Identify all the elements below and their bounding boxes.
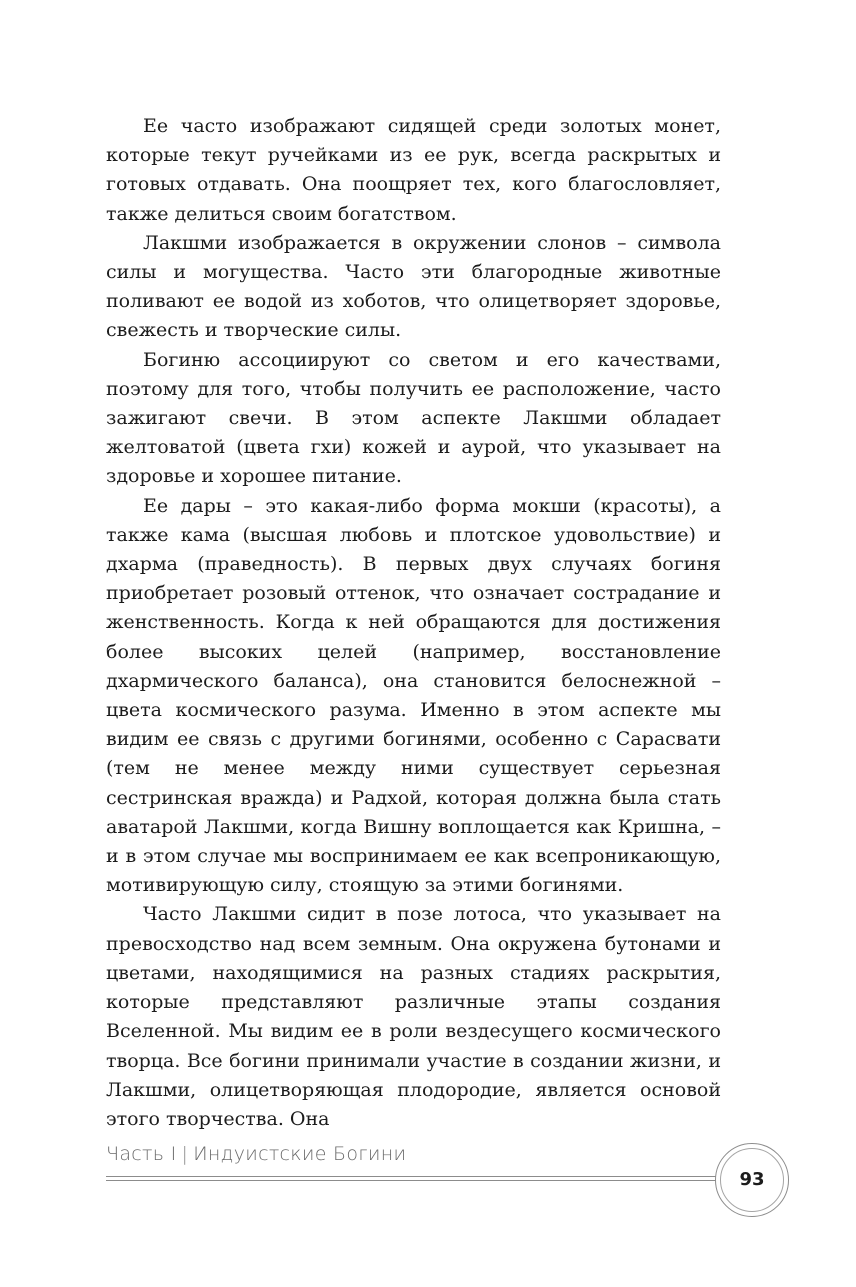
paragraph: Богиню ассоциируют со светом и его качествами, поэтому для того, чтобы получить ее расположение, часто зажигают свечи. В этом аспекте Лакшми обладает желтоватой (цвета гхи) кожей и аурой, что указывает на здоровье и хорошее питание. — [106, 348, 721, 488]
paragraph: Лакшми изображается в окружении слонов – символа силы и могущества. Часто эти благородные животные поливают ее водой из хоботов, что олицетворяет здоровье, свежесть и творческие силы. — [106, 231, 721, 342]
footer-rule-top — [106, 1176, 716, 1177]
page-number: 93 — [739, 1169, 765, 1190]
paragraph: Часто Лакшми сидит в позе лотоса, что указывает на превосходство над всем земным. Она окружена бутонами и цветами, находящимися на разных стадиях раскрытия, которые представляют различные этапы создания Вселенной. Мы видим ее в роли вездесущего космического творца. Все богини принимали участие в создании жизни, и Лакшми, олицетворяющая плодородие, является основой этого творчества. Она — [106, 903, 721, 1130]
footer-separator: | — [181, 1143, 189, 1165]
body-text — [106, 112, 721, 1134]
footer-rule-bottom — [106, 1180, 716, 1181]
part-label: Часть I — [106, 1143, 177, 1165]
paragraph: Ее часто изображают сидящей среди золотых монет, которые текут ручейками из ее рук, всегда раскрытых и готовых отдавать. Она поощряет тех, кого благословляет, также делиться своим богатством. — [106, 115, 721, 225]
section-title: Индуистские Богини — [193, 1143, 407, 1165]
paragraph: Ее дары – это какая-либо форма мокши (красоты), а также кама (высшая любовь и плотское удовольствие) и дхарма (праведность). В первых двух случаях богиня приобретает розовый оттенок, что означает сострадание и женственность. Когда к ней обращаются для достижения более высоких целей (например, восстановление дхармического баланса), она становится белоснежной – цвета космического разума. Именно в этом аспекте мы видим ее связь с другими богинями, особенно с Сарасвати (тем не менее между ними существует серьезная сестринская вражда) и Радхой, которая должна была стать аватарой Лакшми, когда Вишну воплощается как Кришна, – и в этом случае мы воспринимаем ее как всепроникающую, мотивирующую силу, стоящую за этими богинями. — [106, 494, 721, 897]
running-footer — [106, 1143, 406, 1165]
